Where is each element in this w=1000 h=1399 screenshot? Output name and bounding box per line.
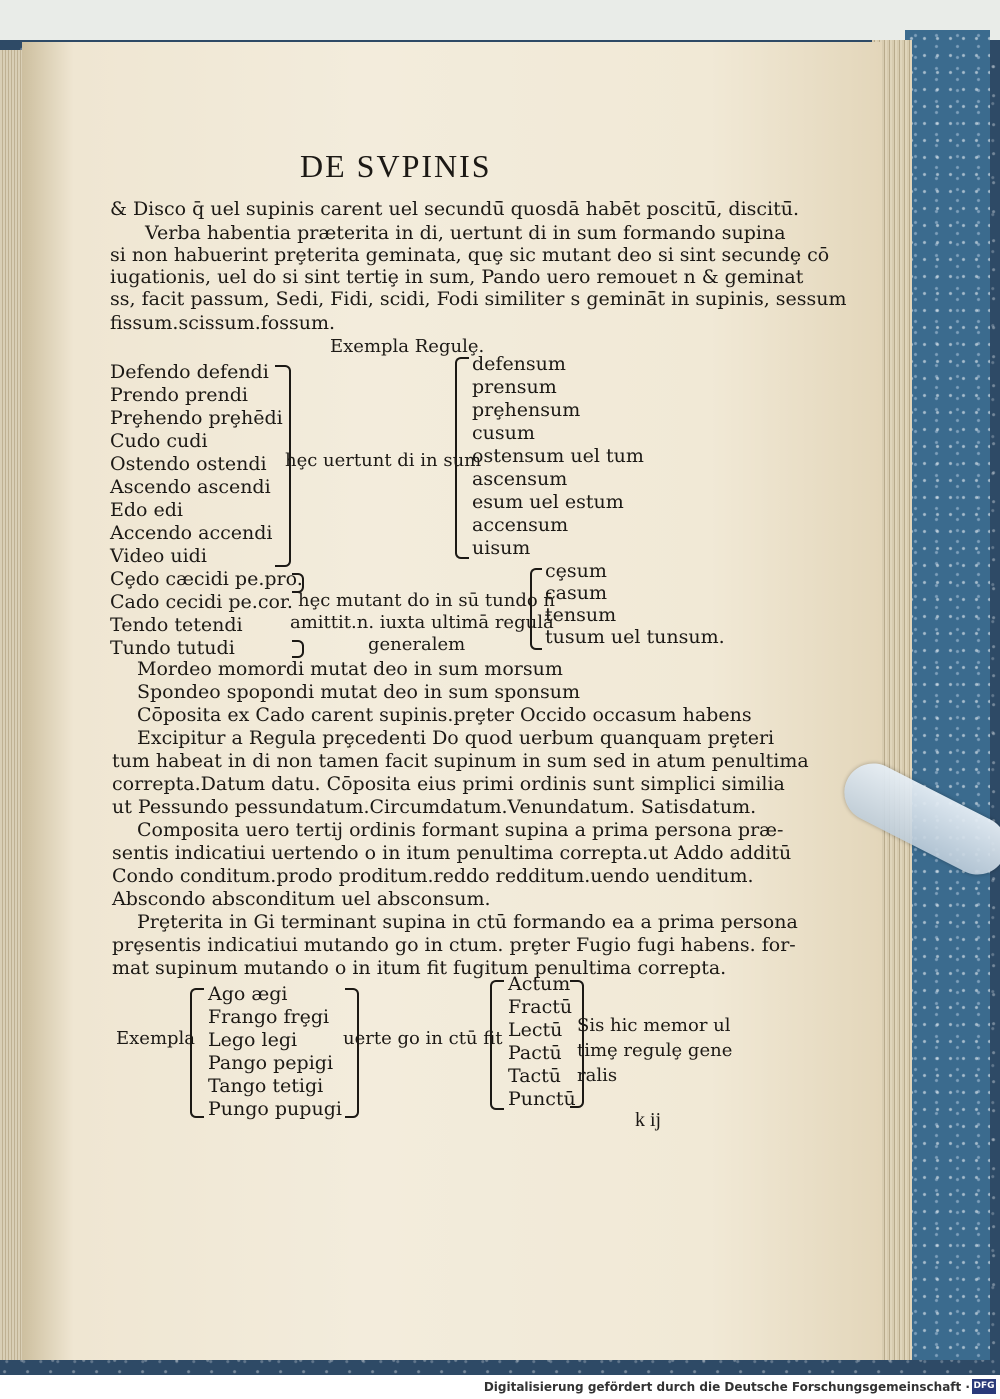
verb-entry: Tendo tetendi — [110, 614, 243, 636]
supine-entry: Tactū — [508, 1065, 562, 1087]
verb-entry: Frango frȩgi — [208, 1006, 330, 1028]
verb-entry: Pango pepigi — [208, 1052, 334, 1074]
supine-entry: Pactū — [508, 1042, 562, 1064]
text-line: iugationis, uel do si sint tertiȩ in sum, Pando uero remouet n & geminat — [110, 266, 804, 288]
text-line: ss, facit passum, Sedi, Fidi, scidi, Fodi similiter s geminā̄t in supinis, sessum — [110, 288, 847, 310]
verb-entry: Ascendo ascendi — [110, 476, 271, 498]
supine-entry: ostensum uel tum — [472, 445, 644, 467]
signature-mark: k ij — [635, 1109, 662, 1131]
left-brace — [455, 357, 469, 559]
rule-text: uerte go in ctū fit — [343, 1028, 503, 1049]
supine-entry: tusum uel tunsum. — [545, 626, 725, 648]
text-line: sentis indicatiui uertendo o in itum penultima correpta.ut Addo additū — [112, 842, 792, 864]
page-title: DE SVPINIS — [300, 148, 492, 184]
supine-entry: defensum — [472, 353, 566, 375]
cover-top-edge — [0, 0, 1000, 40]
text-line: ut Pessundo pessundatum.Circumdatum.Venundatum. Satisdatum. — [112, 796, 757, 818]
right-brace — [345, 988, 359, 1118]
supine-entry: prȩhensum — [472, 399, 581, 421]
supine-entry: prensum — [472, 376, 557, 398]
dfg-logo: DFG — [972, 1379, 996, 1394]
text-line: si non habuerint prȩterita geminata, quȩ sic mutant deo si sint secundȩ cō — [110, 244, 830, 266]
example-heading: Exempla Regulȩ. — [330, 336, 485, 357]
verb-entry: Video uidi — [110, 545, 207, 567]
intro-line: & Disco q̄ uel supinis carent uel secundū̄ quosdā habēt poscitū̄, discitū̄. — [110, 198, 800, 220]
digitization-credit: Digitalisierung gefördert durch die Deutsche Forschungsgemeinschaft · — [483, 1380, 970, 1394]
text-line: Abscondo absconditum uel absconsum. — [112, 888, 491, 910]
text-line: mat supinum mutando o in itum fit fugitum penultima correpta. — [112, 957, 727, 979]
rule-text: amittit.n. iuxta ultimā regulā — [290, 612, 554, 633]
text-line: prȩsentis indicatiui mutando go in ctum. prȩter Fugio fugi habens. for- — [112, 934, 796, 956]
text-line: correpta.Datum datu. Cōposita eius primi ordinis sunt simplici similia — [112, 773, 785, 795]
verb-entry: Prendo prendi — [110, 384, 248, 406]
note-text: Sis hic memor ul — [577, 1015, 731, 1036]
rule-text: hȩc mutant do in sū tundo n̄ — [298, 590, 556, 611]
left-brace — [530, 568, 542, 650]
verb-entry: Tundo tutudi — [110, 637, 235, 659]
marbled-cover-right — [905, 30, 990, 1360]
text-line: Cōposita ex Cado carent supinis.prȩter Occido occasum habens — [137, 704, 752, 726]
right-brace — [292, 640, 304, 658]
left-brace — [490, 980, 504, 1110]
verb-entry: Cȩdo cæcidi pe.pro. — [110, 568, 303, 590]
text-line: fissum.scissum.fossum. — [110, 312, 335, 334]
verb-entry: Cudo cudi — [110, 430, 208, 452]
rule-text: generalem — [368, 634, 466, 655]
note-text: timȩ regulȩ gene — [577, 1040, 733, 1061]
verb-entry: Cado cecidi pe.cor. — [110, 591, 293, 613]
note-text: ralis — [577, 1065, 618, 1086]
verb-entry: Prȩhendo prȩhēdi — [110, 407, 283, 429]
text-line: Prȩterita in Gi terminant supina in ctū formando ea a prima persona — [137, 911, 798, 933]
supine-entry: accensum — [472, 514, 569, 536]
verb-entry: Tango tetigi — [208, 1075, 324, 1097]
text-line: Verba habentia præterita in di, uertunt di in sum formando supina — [145, 222, 786, 244]
text-line: Composita uero tertij ordinis formant supina a prima persona præ- — [137, 819, 784, 841]
text-line: Mordeo momordi mutat deo in sum morsum — [137, 658, 563, 680]
verb-entry: Ostendo ostendi — [110, 453, 267, 475]
supine-entry: cusum — [472, 422, 535, 444]
verb-entry: Edo edi — [110, 499, 183, 521]
verb-entry: Ago ægi — [208, 983, 288, 1005]
supine-entry: Actum — [508, 973, 571, 995]
verb-entry: Defendo defendi — [110, 361, 269, 383]
supine-entry: Lectū — [508, 1019, 563, 1041]
text-line: Spondeo spopondi mutat deo in sum sponsum — [137, 681, 580, 703]
verb-entry: Pungo pupugi — [208, 1098, 342, 1120]
exempla-label: Exempla — [116, 1028, 196, 1049]
text-line: Condo conditum.prodo proditum.reddo redditum.uendo uenditum. — [112, 865, 754, 887]
supine-entry: ascensum — [472, 468, 568, 490]
supine-entry: Fractū — [508, 996, 573, 1018]
supine-entry: cȩsum — [545, 560, 607, 582]
text-line: tum habeat in di non tamen facit supinum in sum sed in atum penultima — [112, 750, 809, 772]
supine-entry: uisum — [472, 537, 531, 559]
supine-entry: casum — [545, 582, 607, 604]
rule-text: hȩc uertunt di in sum — [285, 450, 482, 471]
verb-entry: Accendo accendi — [110, 522, 273, 544]
supine-entry: tensum — [545, 604, 617, 626]
verb-entry: Lego legi — [208, 1029, 298, 1051]
left-brace — [190, 988, 204, 1118]
text-line: Excipitur a Regula prȩcedenti Do quod uerbum quanquam prȩteri — [137, 727, 775, 749]
supine-entry: esum uel estum — [472, 491, 624, 513]
supine-entry: Punctū — [508, 1088, 576, 1110]
